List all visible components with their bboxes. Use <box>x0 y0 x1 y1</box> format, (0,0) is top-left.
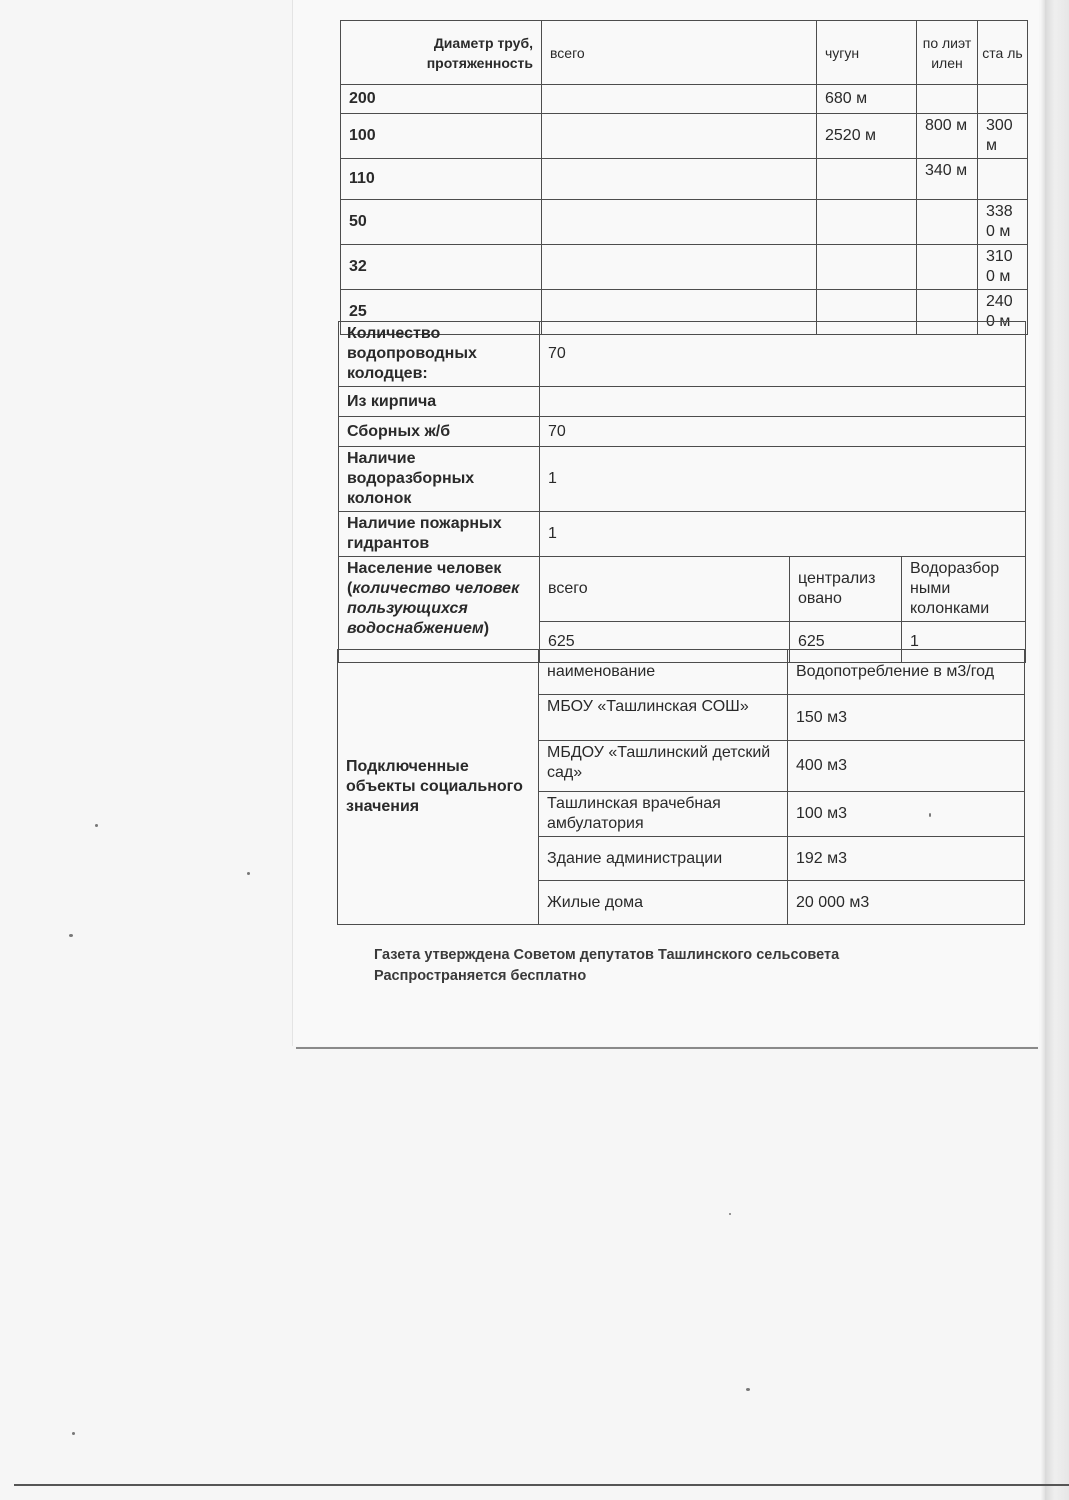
scan-speck <box>95 824 98 827</box>
wells-brick-label: Из кирпича <box>339 387 540 417</box>
wells-brick-value <box>540 387 1026 417</box>
social-object-consumption: 150 м3 <box>788 695 1025 741</box>
footer-approval-line: Газета утверждена Советом депутатов Ташлинского сельсовета <box>374 947 840 963</box>
pipes-table <box>340 20 1028 335</box>
table-row <box>339 512 1026 557</box>
pipe-diameter: 32 <box>341 245 542 290</box>
pipe-total <box>542 159 817 200</box>
pipe-total <box>542 114 817 159</box>
pipe-polyethylene <box>917 200 978 245</box>
population-label-prefix: Население человек ( <box>347 560 502 597</box>
pipe-total <box>542 200 817 245</box>
scan-speck <box>69 934 73 937</box>
population-col-central: централиз овано <box>790 557 902 622</box>
wells-count-value: 70 <box>540 322 1026 387</box>
social-col-name: наименование <box>539 650 788 695</box>
pipes-header-label <box>341 21 542 85</box>
social-object-name: Жилые дома <box>539 881 788 925</box>
pipe-cast-iron: 680 м <box>817 85 917 114</box>
table-row <box>341 159 1028 200</box>
pipe-diameter: 25 <box>341 290 542 335</box>
social-object-consumption: 100 м3 <box>788 792 1025 837</box>
population-label-suffix: ) <box>483 620 490 637</box>
table-row <box>341 245 1028 290</box>
population-label <box>339 557 540 663</box>
population-col-total: всего <box>540 557 790 622</box>
social-object-consumption: 192 м3 <box>788 837 1025 881</box>
population-central: 625 <box>790 622 902 663</box>
standpipes-label: Наличие водоразборных колонок <box>339 447 540 512</box>
scan-speck <box>929 813 931 817</box>
wells-count-label: Количество водопроводных колодцев: <box>339 322 540 387</box>
standpipes-value: 1 <box>540 447 1026 512</box>
table-row <box>341 85 1028 114</box>
pipe-diameter: 110 <box>341 159 542 200</box>
pipes-header-polyethylene: по лиэт илен <box>917 21 978 85</box>
social-label: Подключенные объекты социального значения <box>338 650 539 925</box>
table-row <box>339 447 1026 512</box>
pipe-diameter: 50 <box>341 200 542 245</box>
population-label-italic: количество человек пользующихся водоснабжением <box>347 580 520 637</box>
pipe-steel: 240 0 м <box>978 290 1028 335</box>
pipe-cast-iron <box>817 200 917 245</box>
social-col-consumption: Водопотребление в м3/год <box>788 650 1025 695</box>
wells-population-table <box>338 321 1026 663</box>
scan-speck <box>746 1388 750 1391</box>
social-header-row <box>338 650 1025 695</box>
pipe-polyethylene: 800 м <box>917 114 978 159</box>
table-row <box>339 322 1026 387</box>
footer-distribution-line: Распространяется бесплатно <box>374 968 587 984</box>
pipe-diameter: 100 <box>341 114 542 159</box>
pipe-steel <box>978 85 1028 114</box>
population-standpipes: 1 <box>902 622 1026 663</box>
pipe-polyethylene <box>917 245 978 290</box>
table-row <box>339 417 1026 447</box>
pipe-steel: 338 0 м <box>978 200 1028 245</box>
pipe-total <box>542 245 817 290</box>
hydrants-value: 1 <box>540 512 1026 557</box>
pipes-header-cast-iron: чугун <box>817 21 917 85</box>
newspaper-footer <box>374 945 839 987</box>
pipes-header-label-text: Диаметр труб, протяженность <box>426 34 533 71</box>
population-col-standpipes: Водоразбор ными колонками <box>902 557 1026 622</box>
table-row <box>339 387 1026 417</box>
pipe-diameter: 200 <box>341 85 542 114</box>
pipe-cast-iron <box>817 245 917 290</box>
pipe-total <box>542 85 817 114</box>
scanner-edge <box>1045 0 1069 1500</box>
table-row <box>341 200 1028 245</box>
social-object-name: Ташлинская врачебная амбулатория <box>539 792 788 837</box>
social-object-consumption: 400 м3 <box>788 741 1025 792</box>
social-object-name: МБДОУ «Ташлинский детский сад» <box>539 741 788 792</box>
pipes-header-total: всего <box>542 21 817 85</box>
wells-precast-label: Сборных ж/б <box>339 417 540 447</box>
pipes-header-steel: ста ль <box>978 21 1028 85</box>
pipe-steel: 300 м <box>978 114 1028 159</box>
social-object-consumption: 20 000 м3 <box>788 881 1025 925</box>
pipe-cast-iron: 2520 м <box>817 114 917 159</box>
pipe-polyethylene <box>917 85 978 114</box>
scan-speck <box>72 1432 75 1435</box>
page-bottom-border <box>296 1047 1038 1049</box>
table-row <box>339 557 1026 622</box>
wells-precast-value: 70 <box>540 417 1026 447</box>
scan-speck <box>247 872 250 875</box>
scan-speck <box>729 1213 731 1215</box>
population-total: 625 <box>540 622 790 663</box>
table-row <box>341 114 1028 159</box>
social-objects-table <box>337 649 1025 925</box>
pipe-cast-iron <box>817 159 917 200</box>
social-object-name: Здание администрации <box>539 837 788 881</box>
pipe-steel: 310 0 м <box>978 245 1028 290</box>
social-object-name: МБОУ «Ташлинская СОШ» <box>539 695 788 741</box>
scan-bottom-border <box>14 1484 1069 1486</box>
hydrants-label: Наличие пожарных гидрантов <box>339 512 540 557</box>
pipe-polyethylene: 340 м <box>917 159 978 200</box>
pipes-header-row <box>341 21 1028 85</box>
pipe-steel <box>978 159 1028 200</box>
